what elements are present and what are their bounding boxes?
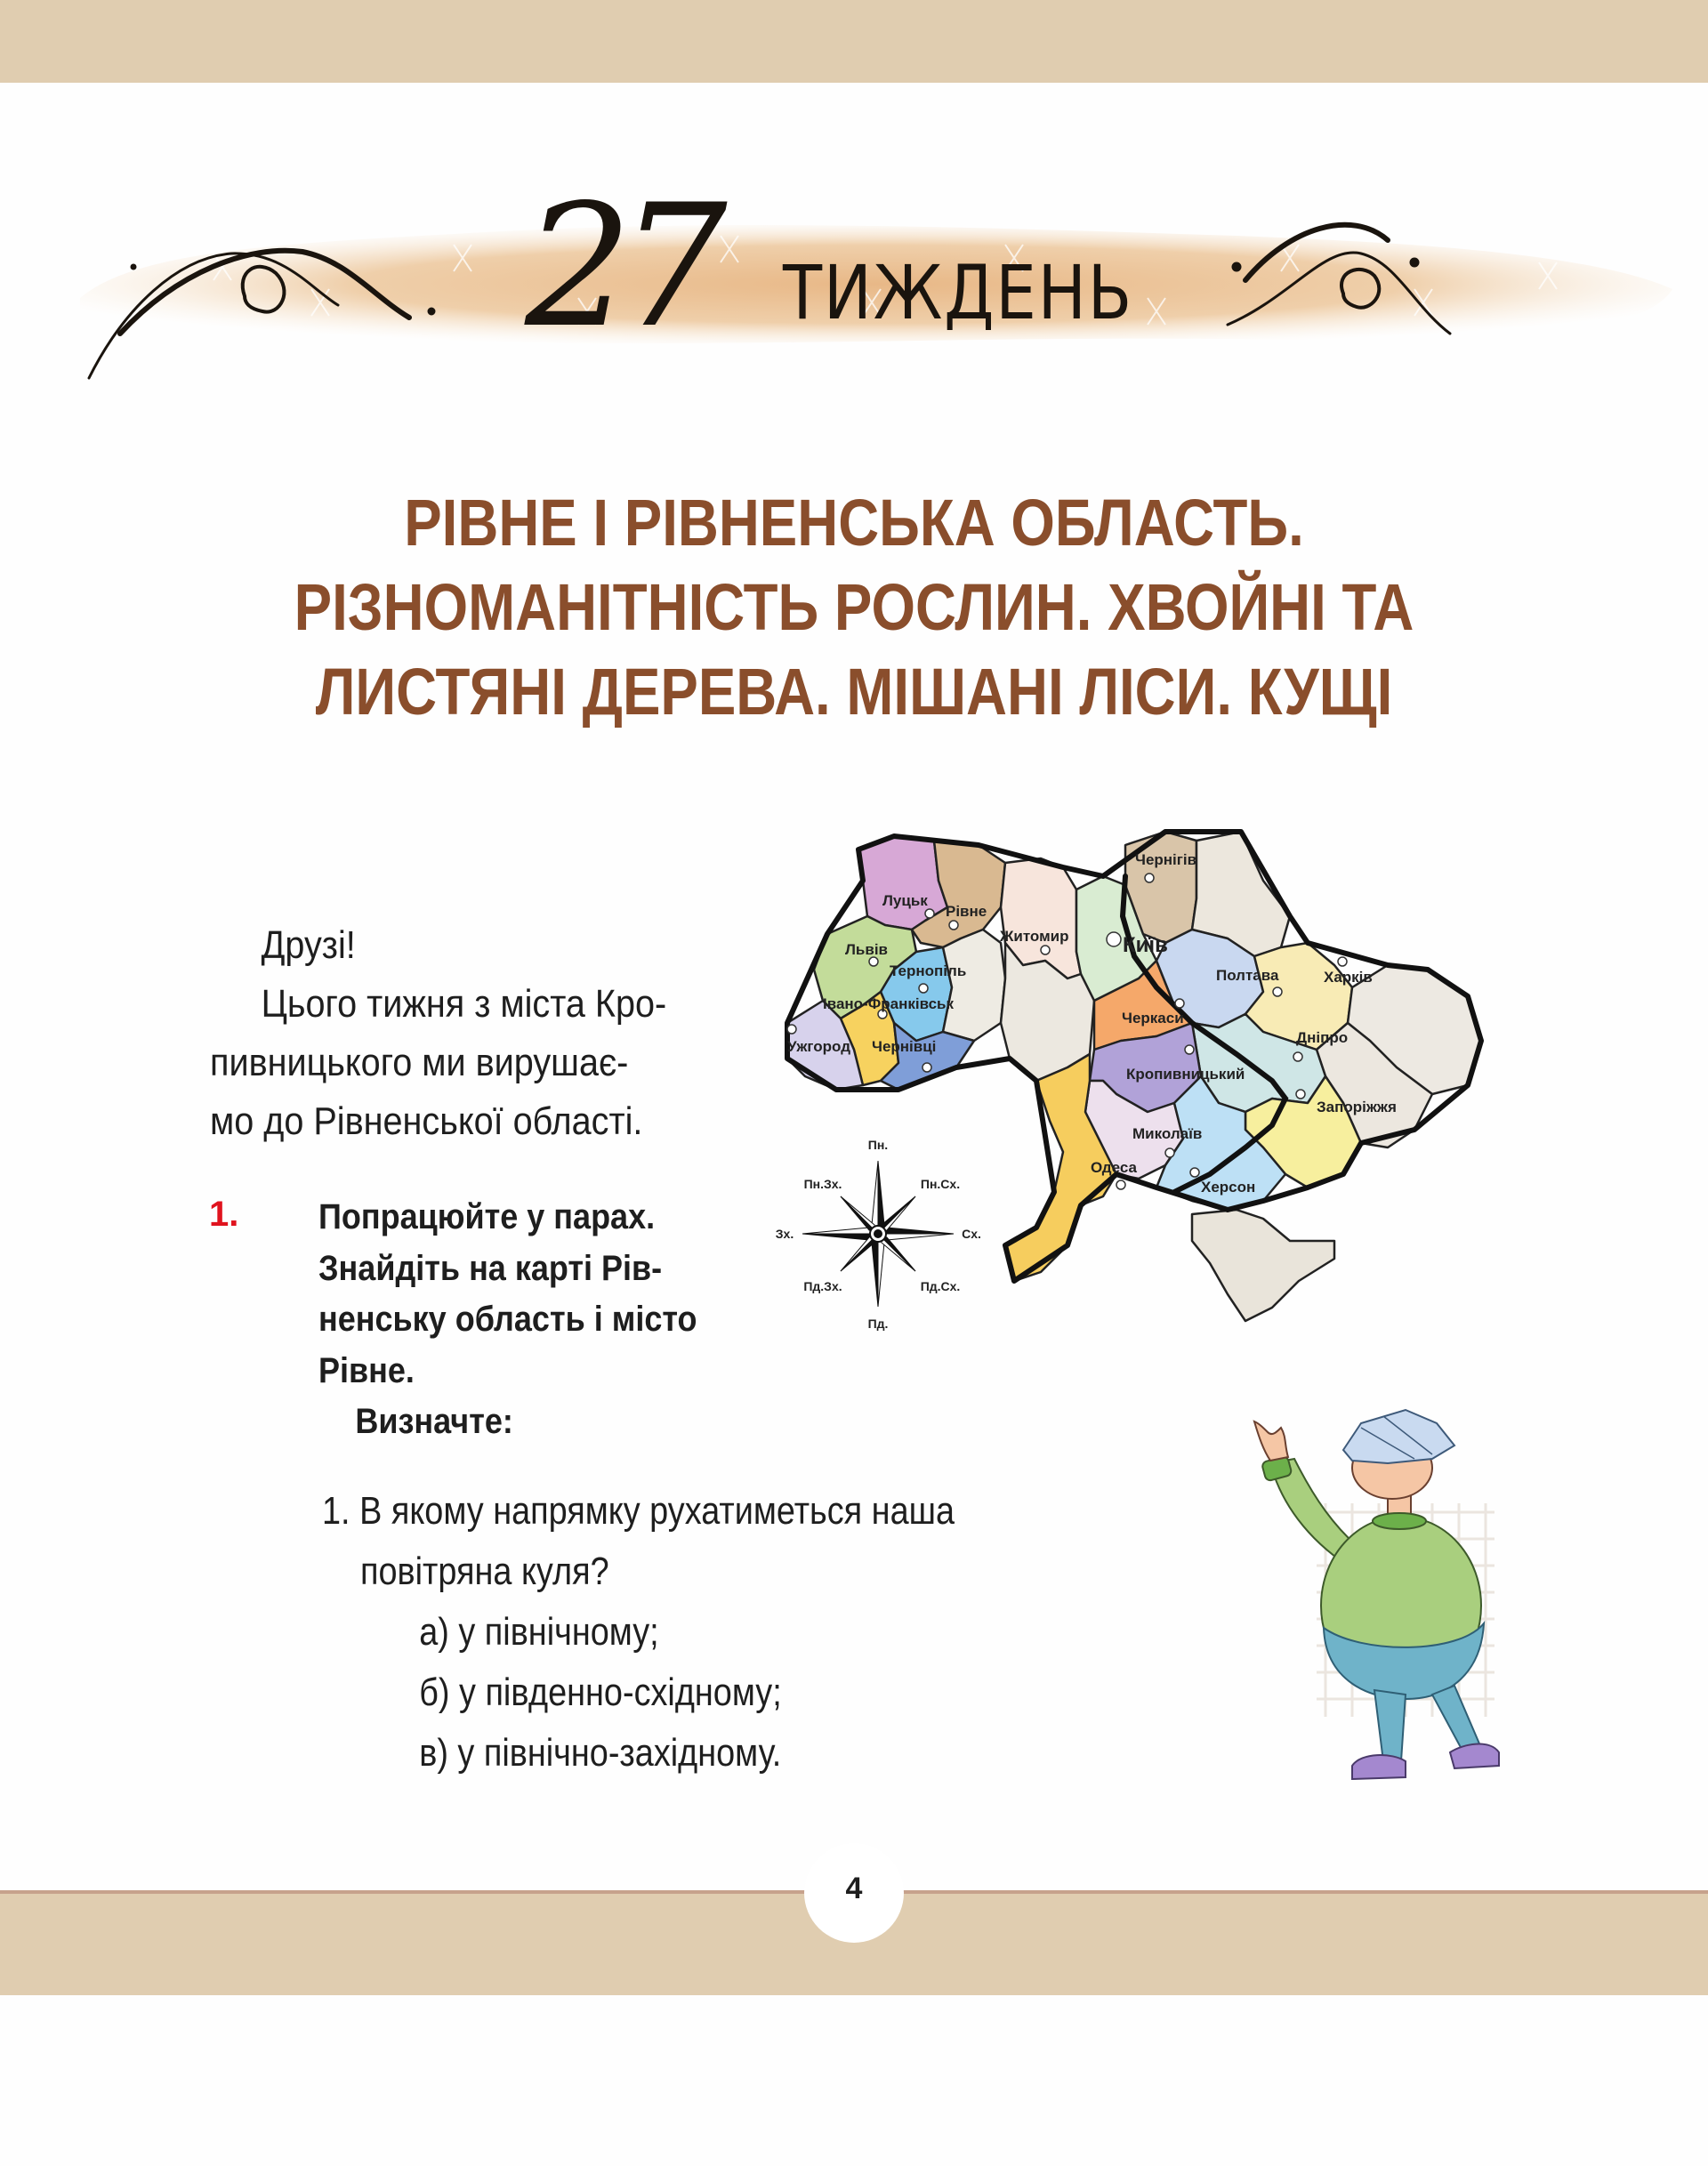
page-title bbox=[0, 480, 1708, 734]
city-label: Ужгород bbox=[787, 1038, 850, 1055]
city-label: Чернігів bbox=[1135, 851, 1197, 868]
page-number-badge bbox=[804, 1843, 904, 1943]
city-label: Тернопіль bbox=[890, 962, 967, 979]
compass-southwest: Пд.Зх. bbox=[803, 1279, 842, 1293]
compass-north: Пн. bbox=[867, 1138, 889, 1152]
task-instructions bbox=[318, 1192, 739, 1448]
character-illustration bbox=[1228, 1388, 1521, 1788]
ukraine-map bbox=[765, 809, 1539, 1334]
city-label: Миколаїв bbox=[1132, 1125, 1203, 1142]
task-line: ненську область і місто bbox=[318, 1300, 697, 1339]
compass-south: Пд. bbox=[867, 1317, 889, 1331]
intro-paragraph bbox=[210, 916, 744, 1151]
city-label: Одеса bbox=[1091, 1159, 1137, 1176]
compass-northwest: Пн.Зх. bbox=[803, 1177, 842, 1191]
week-number: 27 bbox=[525, 168, 715, 365]
city-label: Кропивницький bbox=[1126, 1066, 1245, 1083]
city-label: Дніпро bbox=[1296, 1029, 1349, 1046]
region-crimea bbox=[1192, 1210, 1334, 1321]
compass-west: Зх. bbox=[775, 1227, 794, 1241]
question-text: 1. В якому напрямку рухатиметься наша bbox=[322, 1489, 955, 1533]
task-line: Знайдіть на карті Рів- bbox=[318, 1248, 663, 1288]
compass-northeast: Пн.Сх. bbox=[920, 1177, 961, 1191]
intro-line: мо до Рівненської області. bbox=[210, 1099, 643, 1143]
region-khmelnytskyi bbox=[943, 930, 1005, 1041]
intro-line: Цього тижня з міста Кро- bbox=[261, 982, 667, 1026]
task-line: Попрацюйте у парах. bbox=[318, 1197, 656, 1236]
city-label: Київ bbox=[1123, 933, 1168, 957]
city-label: Полтава bbox=[1216, 967, 1279, 984]
top-band bbox=[0, 0, 1708, 83]
title-line: ЛИСТЯНІ ДЕРЕВА. МІШАНІ ЛІСИ. КУЩІ bbox=[315, 655, 1393, 729]
compass-southeast: Пд.Сх. bbox=[920, 1279, 961, 1293]
answer-option-c: в) у північно-західному. bbox=[419, 1731, 782, 1775]
intro-line: Друзі! bbox=[261, 923, 356, 967]
city-label: Львів bbox=[845, 941, 889, 958]
city-label: Запоріжжя bbox=[1317, 1099, 1397, 1115]
answer-option-a: а) у північному; bbox=[419, 1610, 659, 1654]
city-label: Херсон bbox=[1201, 1179, 1256, 1196]
city-label: Житомир bbox=[1000, 928, 1069, 945]
title-line: РІВНЕ І РІВНЕНСЬКА ОБЛАСТЬ. bbox=[404, 486, 1304, 560]
intro-line: пивницького ми вирушає- bbox=[210, 1041, 629, 1084]
page-number: 4 bbox=[845, 1871, 863, 1905]
city-label: Івано-Франківськ bbox=[823, 995, 955, 1012]
task-line: Рівне. bbox=[318, 1350, 415, 1390]
question-text: повітряна куля? bbox=[360, 1550, 609, 1593]
task-sub-label: Визначте: bbox=[355, 1402, 513, 1441]
city-label: Черкаси bbox=[1122, 1010, 1184, 1027]
city-label: Харків bbox=[1324, 969, 1373, 986]
question-block bbox=[322, 1481, 1058, 1784]
city-label: Луцьк bbox=[882, 892, 928, 909]
answer-option-b: б) у південно-східному; bbox=[419, 1671, 782, 1714]
compass-east: Сх. bbox=[962, 1227, 981, 1241]
week-label: ТИЖДЕНЬ bbox=[783, 249, 1133, 336]
title-line: РІЗНОМАНІТНІСТЬ РОСЛИН. ХВОЙНІ ТА bbox=[294, 570, 1414, 644]
task-number: 1. bbox=[209, 1195, 239, 1234]
city-label: Рівне bbox=[946, 903, 987, 920]
city-label: Чернівці bbox=[872, 1038, 937, 1055]
